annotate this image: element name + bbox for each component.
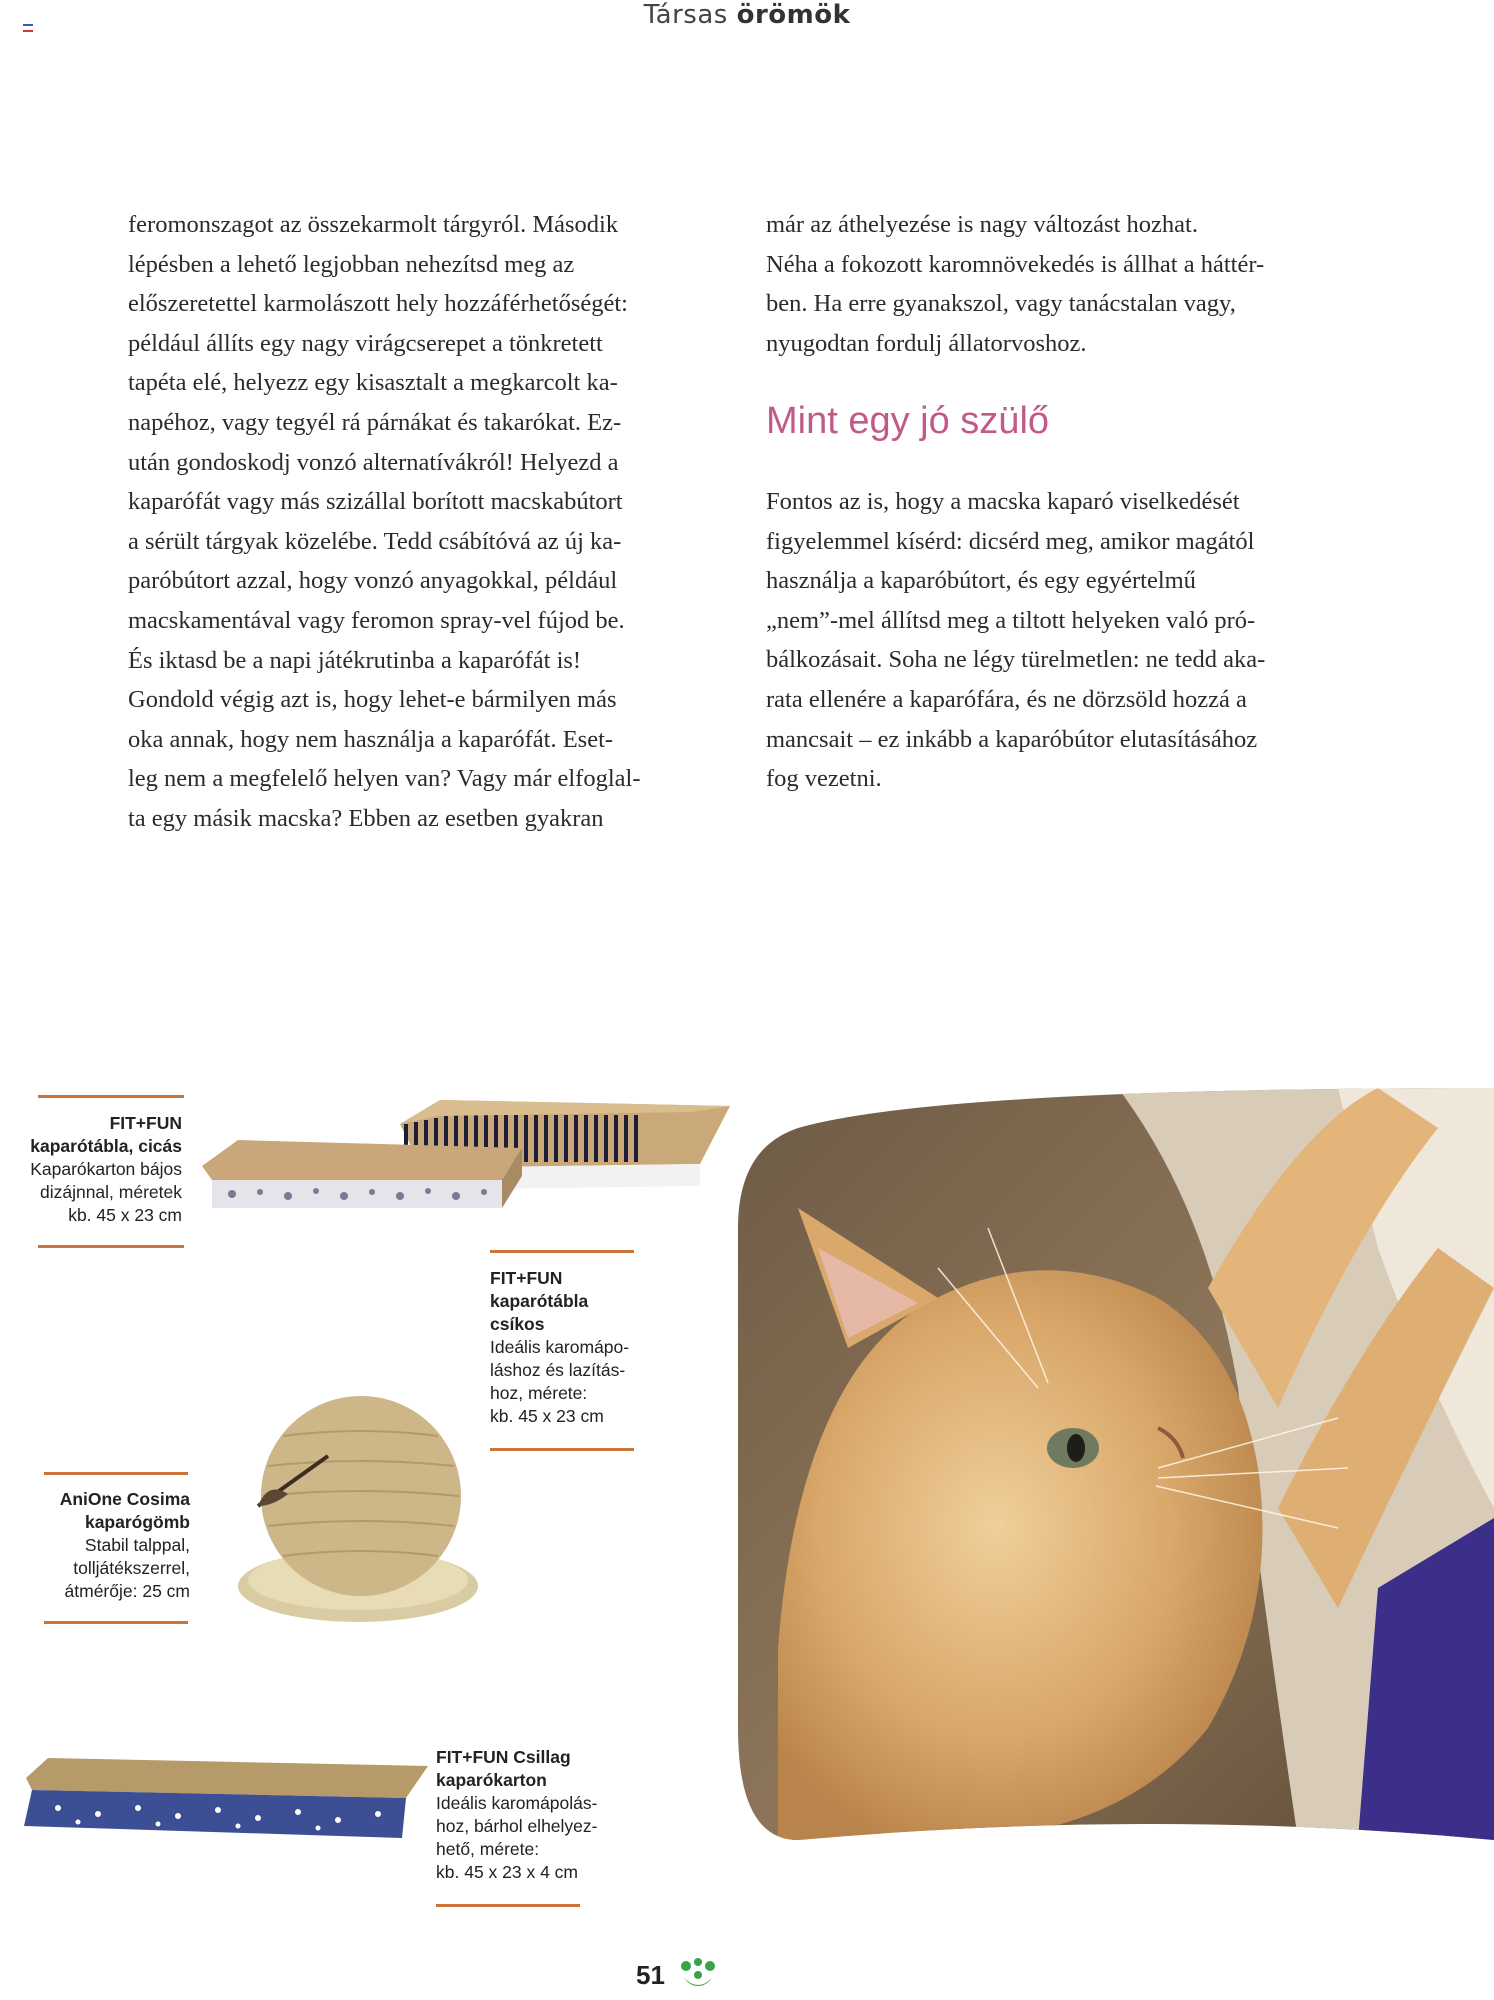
brand-logo-icon [678, 1958, 718, 1992]
product-desc: láshoz és lazítás- [490, 1360, 626, 1380]
product-desc: dizájnnal, méretek [39, 1182, 182, 1202]
product-desc: Stabil talppal, [84, 1535, 190, 1555]
product-desc: hoz, mérete: [490, 1383, 588, 1403]
label-rule [490, 1448, 634, 1451]
right-line: rata ellenére a kaparófára, és ne dörzsöld hozzá a [766, 685, 1247, 713]
left-line: napéhoz, vagy tegyél rá párnákat és takarókat. Ez- [128, 408, 622, 436]
label-rule [490, 1250, 634, 1253]
right-line: Néha a fokozott karomnövekedés is állhat a háttér- [766, 250, 1265, 278]
product-desc: kb. 45 x 23 cm [68, 1205, 182, 1225]
section-heading: Mint egy jó szülő [766, 400, 1050, 442]
label-rule [436, 1904, 580, 1907]
product-star-board-image [18, 1756, 428, 1842]
left-line: macskamentával vagy feromon spray-vel fújod be. [128, 606, 625, 634]
right-column-bottom [766, 482, 1366, 799]
left-line: leg nem a megfelelő helyen van? Vagy már elfoglal- [128, 765, 641, 793]
left-line: kaparófát vagy más szizállal borított macskabútort [128, 488, 623, 516]
right-column-top [766, 205, 1366, 363]
label-rule [44, 1621, 188, 1624]
product-title: AniOne Cosima [59, 1489, 190, 1509]
product-desc: Ideális karomápo- [490, 1337, 630, 1357]
right-line: mancsait – ez inkább a kaparóbútor elutasításához [766, 725, 1258, 753]
product-title: FIT+FUN [490, 1268, 563, 1288]
product-desc: Kaparókarton bájos [30, 1159, 182, 1179]
left-line: ta egy másik macska? Ebben az esetben gyakran [128, 804, 604, 832]
left-line: feromonszagot az összekarmolt tárgyról. Második [128, 211, 619, 238]
product-desc: hető, mérete: [436, 1839, 540, 1859]
product-board-cat-image [202, 1136, 522, 1228]
product-desc: kb. 45 x 23 x 4 cm [436, 1862, 579, 1882]
product-desc: átmérője: 25 cm [64, 1581, 190, 1601]
right-line: „nem”-mel állítsd meg a tiltott helyeken való pró- [766, 606, 1256, 634]
left-line: tapéta elé, helyezz egy kisasztalt a megkarcolt ka- [128, 369, 618, 397]
product-title: csíkos [490, 1314, 545, 1334]
left-line: oka annak, hogy nem használja a kaparófát. Eset- [128, 725, 614, 753]
header-light: Társas [643, 0, 728, 30]
right-line: használja a kaparóbútort, és egy egyértelmű [766, 567, 1196, 595]
page-number: 51 [636, 1960, 665, 1990]
header-bold: örömök [736, 0, 851, 30]
product-desc: kb. 45 x 23 cm [490, 1406, 604, 1426]
left-line: Gondold végig azt is, hogy lehet-e bármilyen más [128, 686, 617, 714]
label-rule [44, 1472, 188, 1475]
product-title: kaparótábla, cicás [30, 1136, 182, 1156]
product-desc: tolljátékszerrel, [73, 1558, 190, 1578]
left-line: a sérült tárgyak közelébe. Tedd csábítóvá az új ka- [128, 527, 622, 555]
left-column [128, 205, 718, 839]
right-line: Fontos az is, hogy a macska kaparó viselkedését [766, 488, 1240, 515]
cat-photo [738, 1088, 1494, 1840]
product-title: FIT+FUN Csillag [436, 1747, 571, 1767]
left-line: lépésben a lehető legjobban nehezítsd meg az [128, 250, 575, 278]
right-line: már az áthelyezése is nagy változást hozhat. [766, 211, 1198, 238]
product-ball-image [228, 1386, 488, 1636]
right-line: figyelemmel kísérd: dicsérd meg, amikor magától [766, 527, 1255, 555]
left-line: például állíts egy nagy virágcserepet a tönkretett [128, 329, 603, 357]
right-line: fog vezetni. [766, 765, 882, 793]
left-line: paróbútort azzal, hogy vonzó anyagokkal, például [128, 567, 618, 595]
label-rule [38, 1095, 184, 1098]
flag-icon [23, 24, 33, 31]
product-desc: hoz, bárhol elhelyez- [436, 1816, 598, 1836]
product-title: kaparókarton [436, 1770, 547, 1790]
product-label-star-board [436, 1746, 616, 1884]
left-line: előszeretettel karmolászott hely hozzáférhetőségét: [128, 290, 628, 318]
left-line: után gondoskodj vonzó alternatívákról! Helyezd a [128, 448, 619, 476]
page-header [0, 0, 1494, 30]
product-title: kaparótábla [490, 1291, 589, 1311]
product-label-ball [14, 1488, 190, 1603]
product-label-cat-board [14, 1112, 182, 1227]
left-line: És iktasd be a napi játékrutinba a kaparófát is! [128, 646, 582, 674]
product-title: kaparógömb [84, 1512, 190, 1532]
label-rule [38, 1245, 184, 1248]
product-label-striped-board [490, 1267, 650, 1428]
product-title: FIT+FUN [109, 1113, 182, 1133]
right-line: bálkozásait. Soha ne légy türelmetlen: ne tedd aka- [766, 646, 1266, 674]
right-line: ben. Ha erre gyanakszol, vagy tanácstalan vagy, [766, 290, 1236, 318]
product-desc: Ideális karomápolás- [436, 1793, 598, 1813]
right-line: nyugodtan fordulj állatorvoshoz. [766, 329, 1087, 357]
